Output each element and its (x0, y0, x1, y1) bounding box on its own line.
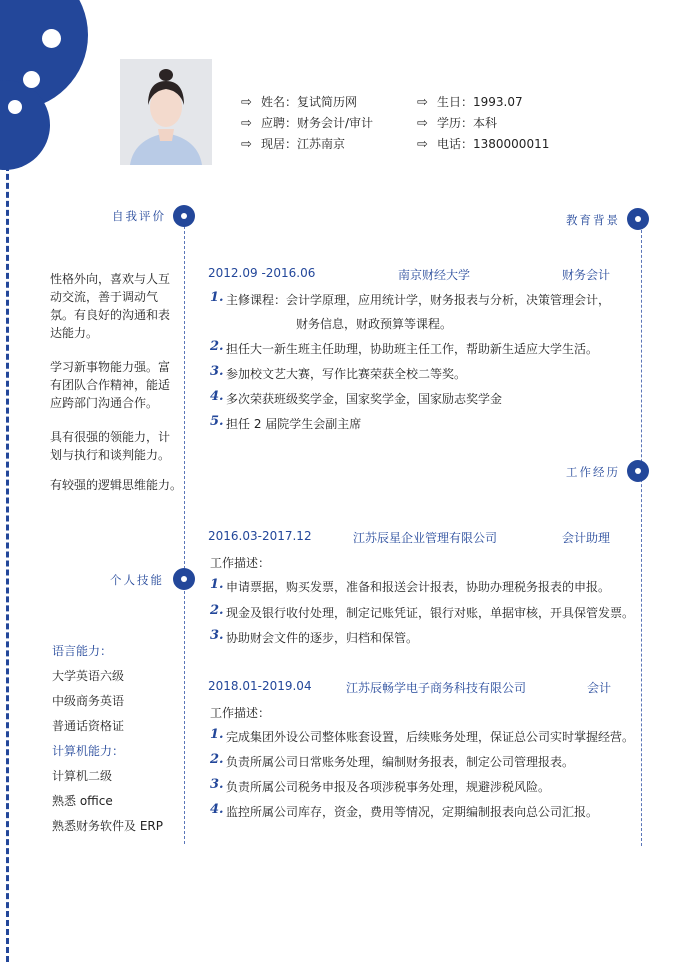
education-major: 财务会计 (562, 268, 611, 282)
item-number: 2. (210, 752, 224, 767)
arrow-right-icon: ⇨ (241, 137, 252, 152)
company-name: 江苏辰畅学电子商务科技有限公司 (346, 681, 527, 695)
education-item-continued: 财务信息，财政预算等课程。 (296, 317, 453, 331)
education-item: 担任 2 届院学生会副主席 (226, 417, 362, 431)
item-number: 2. (210, 603, 224, 618)
skill-item: 大学英语六级 (52, 669, 125, 683)
skill-item: 熟悉 office (52, 794, 113, 808)
arrow-right-icon: ⇨ (417, 137, 428, 152)
item-number: 4. (210, 802, 224, 817)
computer-skills-heading: 计算机能力： (52, 744, 125, 758)
self-eval-paragraph: 学习新事物能力强。富有团队合作精神，能适应跨部门沟通合作。 (50, 360, 171, 410)
left-column-divider (184, 226, 185, 844)
work-item: 完成集团外设公司整体账套设置，后续账务处理，保证总公司实时掌握经营。 (226, 730, 635, 744)
item-number: 1. (210, 727, 224, 742)
profile-photo (120, 59, 212, 165)
skill-item: 计算机二级 (52, 769, 113, 783)
arrow-right-icon: ⇨ (417, 116, 428, 131)
self-eval-paragraph: 有较强的逻辑思维能力。 (50, 478, 183, 492)
item-number: 4. (210, 389, 224, 404)
job-title: 会计助理 (562, 531, 611, 545)
skill-item: 普通话资格证 (52, 719, 125, 733)
item-number: 3. (210, 364, 224, 379)
decor-dot (8, 100, 22, 114)
work-item: 现金及银行收付处理，制定记账凭证，银行对账，单据审核，开具保管发票。 (226, 606, 635, 620)
work-item: 申请票据，购买发票，准备和报送会计报表，协助办理税务报表的申报。 (226, 580, 611, 594)
arrow-right-icon: ⇨ (417, 95, 428, 110)
work-desc-label: 工作描述： (210, 706, 271, 720)
section-marker-icon (627, 208, 649, 230)
self-eval-paragraph: 性格外向，喜欢与人互动交流，善于调动气氛。有良好的沟通和表达能力。 (50, 272, 171, 340)
item-number: 1. (210, 290, 224, 305)
item-number: 3. (210, 777, 224, 792)
item-number: 2. (210, 339, 224, 354)
left-border-dashes (6, 120, 9, 962)
education-item: 多次荣获班级奖学金，国家奖学金，国家励志奖学金 (226, 392, 503, 406)
decor-dot (23, 71, 40, 88)
section-title-self-eval: 自我评价 (112, 209, 166, 223)
right-column-divider (641, 230, 642, 846)
phone-info: ⇨ 电话：1380000011 (417, 137, 550, 152)
education-date: 2012.09 -2016.06 (208, 266, 316, 280)
section-marker-icon (173, 568, 195, 590)
language-skills-heading: 语言能力： (52, 644, 113, 658)
position-info: ⇨ 应聘：财务会计/审计 (241, 116, 374, 131)
arrow-right-icon: ⇨ (241, 116, 252, 131)
company-name: 江苏辰星企业管理有限公司 (353, 531, 498, 545)
skill-item: 中级商务英语 (52, 694, 125, 708)
section-marker-icon (173, 205, 195, 227)
school-name: 南京财经大学 (398, 268, 471, 282)
item-number: 5. (210, 414, 224, 429)
section-title-education: 教育背景 (566, 213, 620, 227)
work-item: 协助财会文件的逐步，归档和保管。 (226, 631, 419, 645)
decor-dot (42, 29, 61, 48)
skill-item: 熟悉财务软件及 ERP (52, 819, 163, 833)
education-item: 担任大一新生班主任助理，协助班主任工作，帮助新生适应大学生活。 (226, 342, 599, 356)
education-info: ⇨ 学历：本科 (417, 116, 498, 131)
section-title-work: 工作经历 (566, 465, 620, 479)
work-desc-label: 工作描述： (210, 556, 271, 570)
self-eval-paragraph: 具有很强的领能力，计划与执行和谈判能力。 (50, 430, 171, 462)
arrow-right-icon: ⇨ (241, 95, 252, 110)
education-item: 参加校文艺大赛，写作比赛荣获全校二等奖。 (226, 367, 467, 381)
name-info: ⇨ 姓名：复试简历网 (241, 95, 358, 110)
section-marker-icon (627, 460, 649, 482)
job-title: 会计 (587, 681, 612, 695)
work-date: 2016.03-2017.12 (208, 529, 312, 543)
work-item: 负责所属公司日常账务处理，编制财务报表，制定公司管理报表。 (226, 755, 575, 769)
education-item: 主修课程：会计学原理，应用统计学，财务报表与分析，决策管理会计， (226, 293, 611, 307)
work-item: 监控所属公司库存，资金，费用等情况，定期编制报表向总公司汇报。 (226, 805, 599, 819)
work-date: 2018.01-2019.04 (208, 679, 312, 693)
section-title-skills: 个人技能 (110, 573, 164, 587)
residence-info: ⇨ 现居：江苏南京 (241, 137, 346, 152)
item-number: 1. (210, 577, 224, 592)
item-number: 3. (210, 628, 224, 643)
birth-info: ⇨ 生日：1993.07 (417, 95, 523, 110)
work-item: 负责所属公司税务申报及各项涉税事务处理，规避涉税风险。 (226, 780, 551, 794)
